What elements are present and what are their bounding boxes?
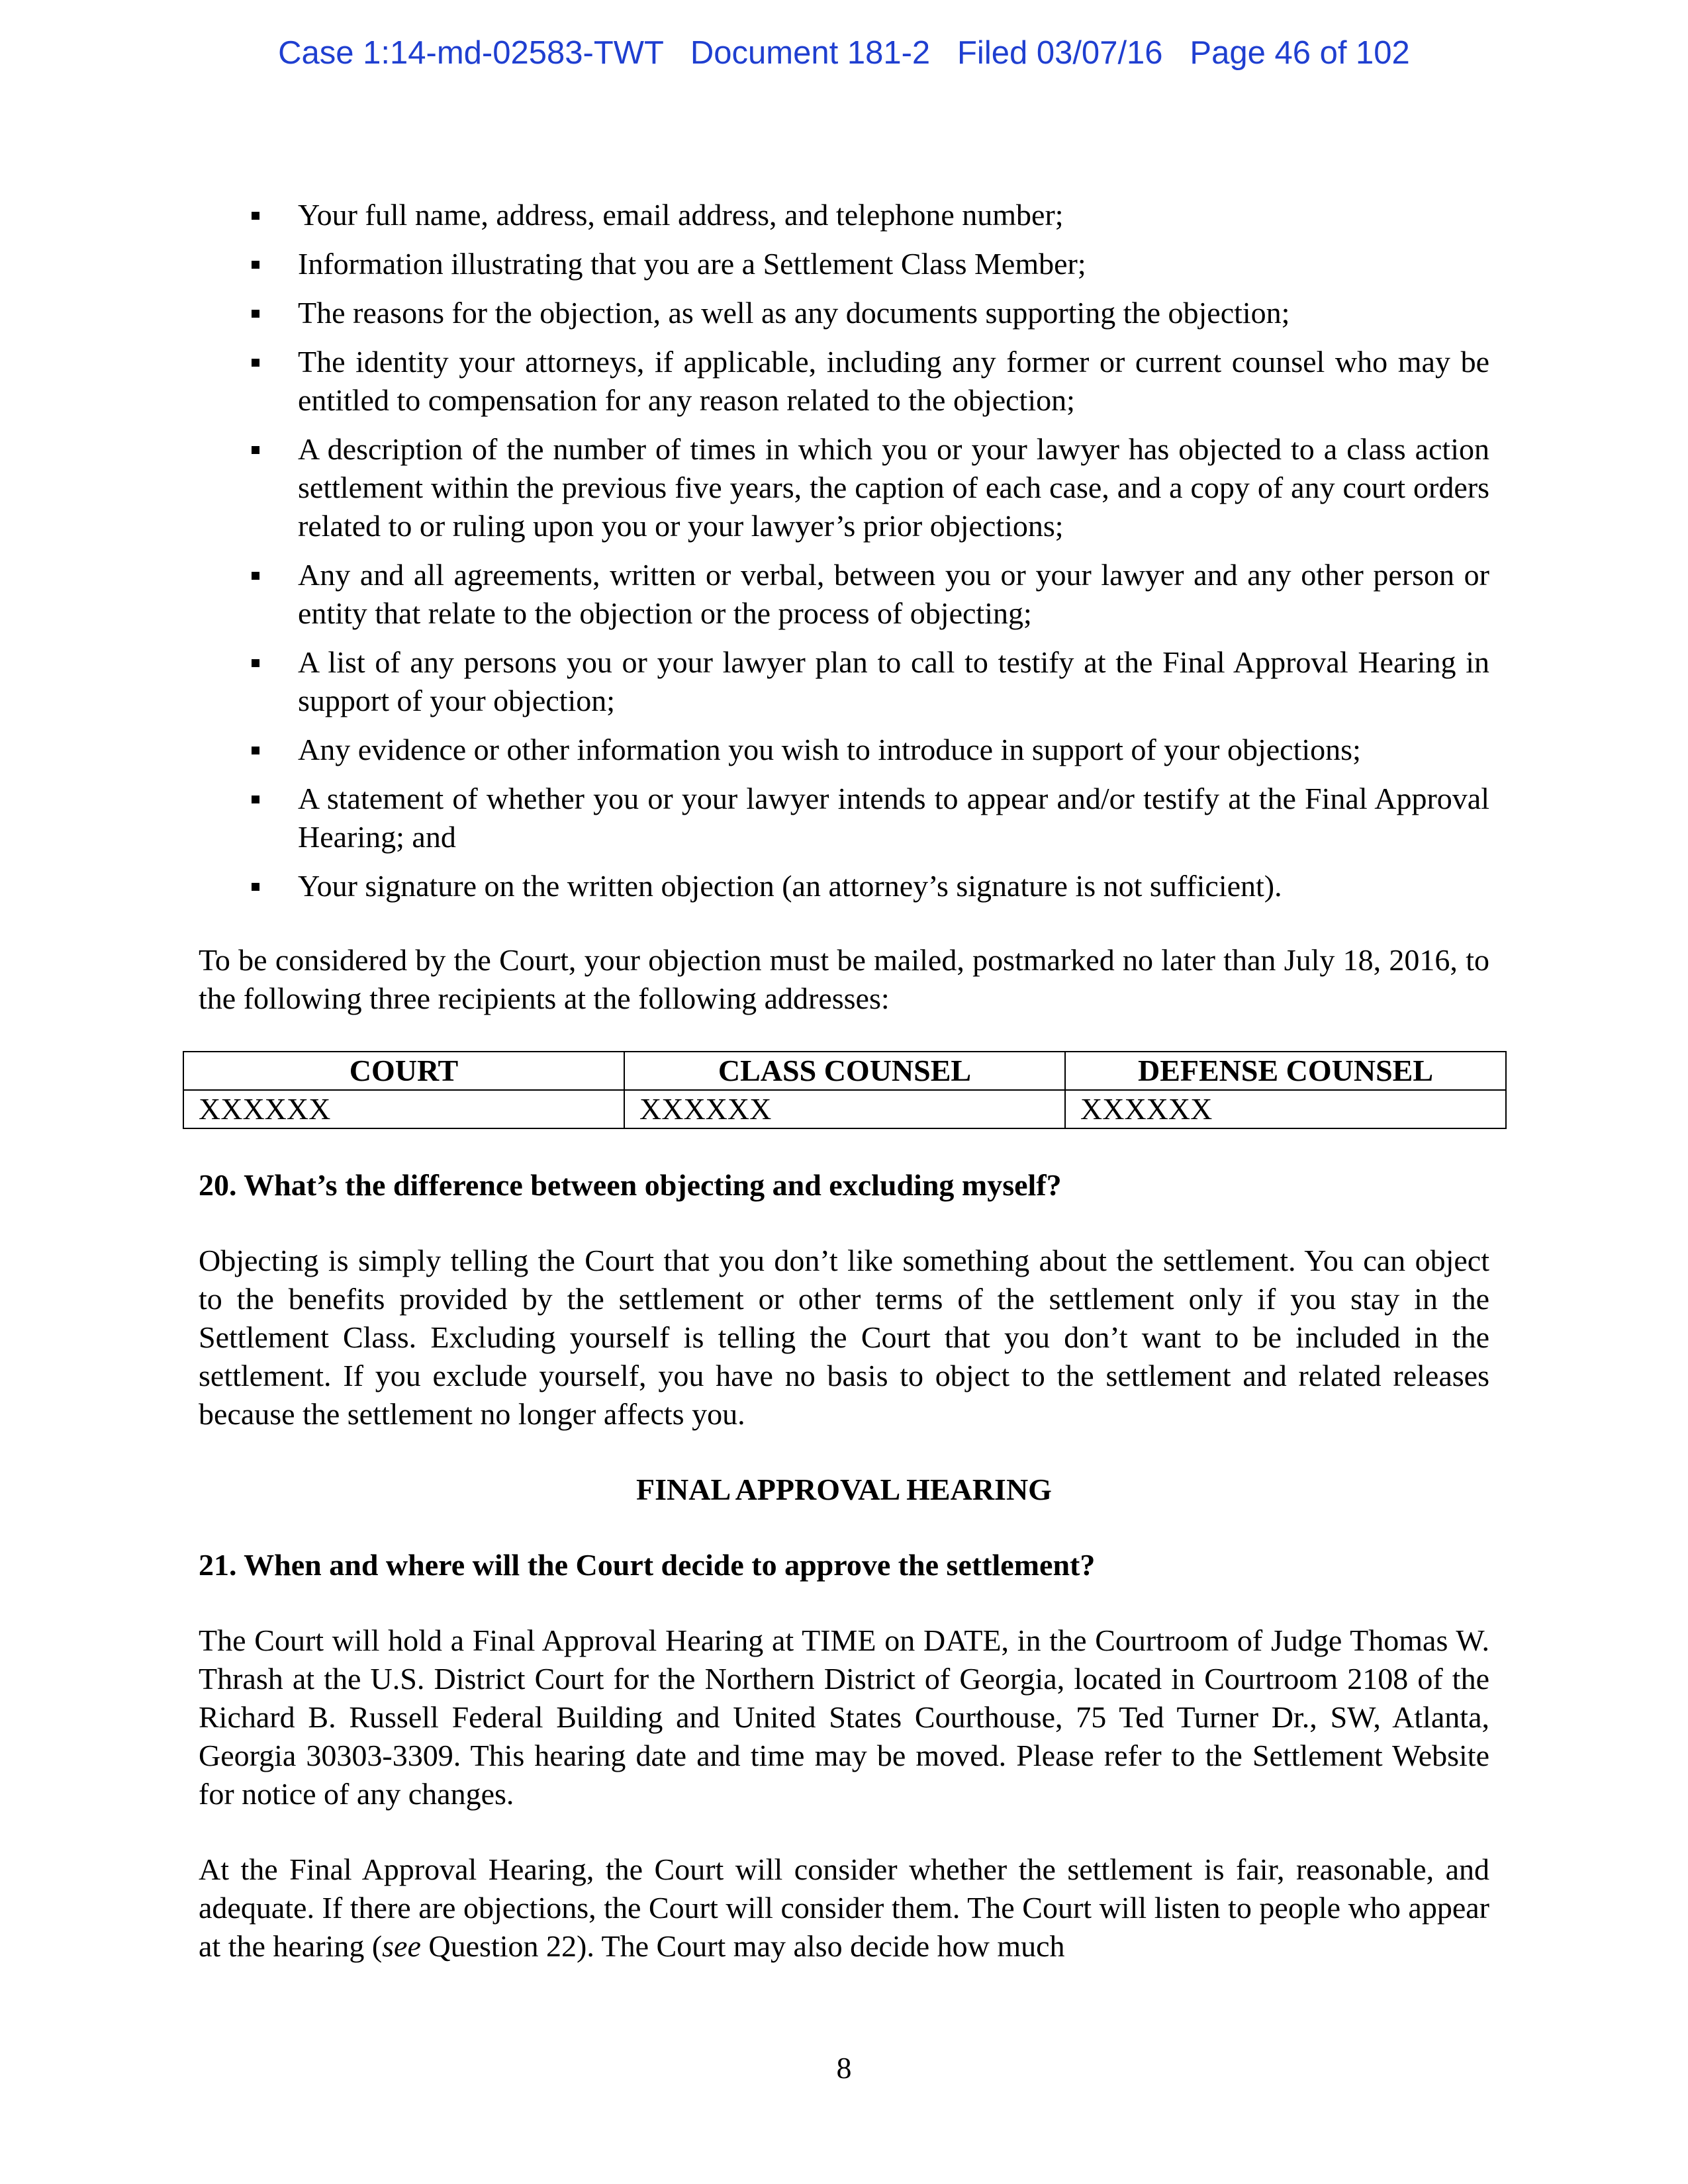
case-number: Case 1:14-md-02583-TWT [278,35,664,71]
column-header-class-counsel: CLASS COUNSEL [624,1052,1065,1090]
list-item: A list of any persons you or your lawyer plan to call to testify at the Final Approval Hearing in support of your objection; [199,643,1489,720]
list-item: Any and all agreements, written or verbal, between you or your lawyer and any other person or entity that relate to the objection or the process of objecting; [199,556,1489,633]
question-20-heading: 20. What’s the difference between objecting and excluding myself? [199,1168,1062,1202]
column-header-defense-counsel: DEFENSE COUNSEL [1065,1052,1506,1090]
square-bullet-icon [252,796,259,803]
square-bullet-icon [252,359,259,367]
column-header-court: COURT [183,1052,624,1090]
class-counsel-address-cell: XXXXXX [624,1090,1065,1128]
court-address-cell: XXXXXX [183,1090,624,1128]
list-item: Your signature on the written objection (an attorney’s signature is not sufficient). [199,867,1489,905]
case-header [0,34,1688,71]
recipients-table [183,1051,1507,1129]
square-bullet-icon [252,446,259,454]
section-title: FINAL APPROVAL HEARING [636,1473,1052,1506]
question-21-answer-paragraph-1: The Court will hold a Final Approval Hearing at TIME on DATE, in the Courtroom of Judge Thomas W. Thrash at the U.S. District Court for the Northern District of Georgia, located in Courtroom 2108 of the Richard B. Russell Federal Building and United States Courthouse, 75 Ted Turner Dr., SW, Atlanta, Georgia 30303-3309. This hearing date and time may be moved. Please refer to the Settlement Website for notice of any changes. [199,1623,1489,1811]
table-row [183,1090,1506,1128]
square-bullet-icon [252,747,259,754]
square-bullet-icon [252,212,259,220]
document-number: Document 181-2 [690,35,931,71]
list-item: Any evidence or other information you wish to introduce in support of your objections; [199,731,1489,769]
page-number: 8 [836,2051,852,2085]
page-indicator: Page 46 of 102 [1190,35,1410,71]
list-item: A description of the number of times in which you or your lawyer has objected to a class action settlement within the previous five years, the caption of each case, and a copy of any court orders related to or ruling upon you or your lawyer’s prior objections; [199,430,1489,545]
defense-counsel-address-cell: XXXXXX [1065,1090,1506,1128]
square-bullet-icon [252,883,259,891]
question-20-answer: Objecting is simply telling the Court that you don’t like something about the settlement. You can object to the benefits provided by the settlement or other terms of the settlement only if you stay in the Settlement Class. Excluding yourself is telling the Court that you don’t want to be included in the settlement. If you exclude yourself, you have no basis to object to the settlement and related releases because the settlement no longer affects you. [199,1244,1489,1431]
list-item: Your full name, address, email address, and telephone number; [199,196,1489,234]
mailing-instructions: To be considered by the Court, your objection must be mailed, postmarked no later than July 18, 2016, to the following three recipients at the following addresses: [199,943,1489,1015]
list-item: The reasons for the objection, as well as any documents supporting the objection; [199,294,1489,332]
list-item: The identity your attorneys, if applicable, including any former or current counsel who may be entitled to compensation for any reason related to the objection; [199,343,1489,420]
square-bullet-icon [252,572,259,580]
see-reference: see [382,1929,421,1963]
question-21-answer-paragraph-2: At the Final Approval Hearing, the Court will consider whether the settlement is fair, reasonable, and adequate. If there are objections, the Court will consider them. The Court will listen to people who appear at the hearing (see Question 22). The Court may also decide how much [199,1852,1489,1963]
square-bullet-icon [252,261,259,269]
table-header-row [183,1052,1506,1090]
document-body [199,196,1489,2003]
question-21-heading: 21. When and where will the Court decide to approve the settlement? [199,1548,1096,1582]
square-bullet-icon [252,659,259,667]
list-item: A statement of whether you or your lawyer intends to appear and/or testify at the Final Approval Hearing; and [199,780,1489,856]
filed-date: Filed 03/07/16 [957,35,1163,71]
list-item: Information illustrating that you are a Settlement Class Member; [199,245,1489,283]
objection-requirements-list [199,196,1489,905]
square-bullet-icon [252,310,259,318]
